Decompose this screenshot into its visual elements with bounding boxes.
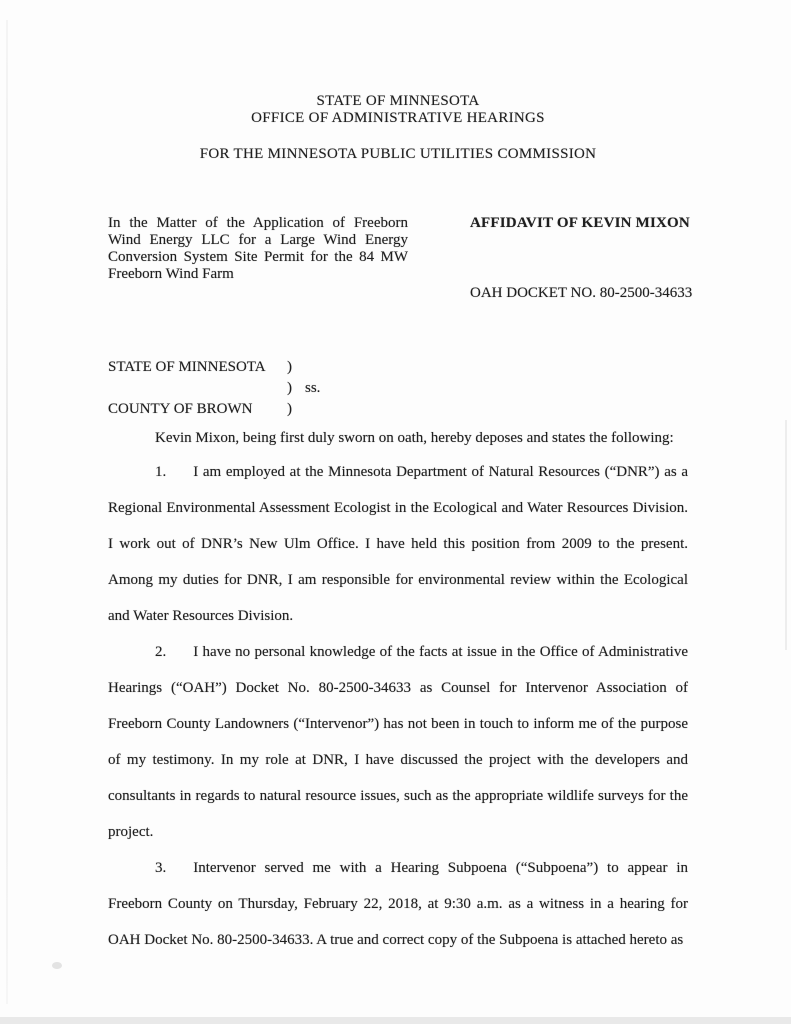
affidavit-body [108,454,688,958]
affidavit-paragraph-3 [108,850,688,958]
docket-number: OAH DOCKET NO. 80-2500-34633 [470,285,693,301]
paragraph-text: I have no personal knowledge of the facts at issue in the Office of Administrative Hearings (“OAH”) Docket No. 80-2500-34633 as Counsel for Intervenor Association of Freeborn County Landowners (“Intervenor”) has not been in touch to inform me of the purpose of my testimony. In my role at DNR, I have discussed the project with the developers and consultants in regards to natural resource issues, such as the appropriate wildlife surveys for the project. [108,644,688,840]
scan-artifact-right-edge [785,420,787,650]
court-header [108,93,688,163]
affidavit-paragraph-1 [108,454,688,634]
scan-artifact-left-edge [6,20,8,1004]
venue-row-county [108,399,688,420]
venue-suffix [305,399,688,420]
venue-paren: ) [287,380,292,396]
venue-ss-label: ss. [305,380,321,396]
affidavit-paragraph-2 [108,634,688,850]
scan-artifact-speck [52,962,62,969]
document-title: AFFIDAVIT OF KEVIN MIXON [470,215,690,231]
venue-paren: ) [287,359,292,375]
paragraph-text: Intervenor served me with a Hearing Subpoena (“Subpoena”) to appear in Freeborn County on Thursday, February 22, 2018, at 9:30 a.m. as a witness in a hearing for OAH Docket No. 80-2500-34633. A true and correct copy of the Subpoena is attached hereto as [108,860,688,948]
caption-right-column [470,215,693,302]
paragraph-number: 2. [155,644,167,660]
paragraph-text: I am employed at the Minnesota Department of Natural Resources (“DNR”) as a Regional Environmental Assessment Ecologist in the Ecological and Water Resources Division. I work out of DNR’s New Ulm Office. I have held this position from 2009 to the present. Among my duties for DNR, I am responsible for environmental review within the Ecological and Water Resources Division. [108,464,688,624]
venue-state-label: STATE OF MINNESOTA [108,359,266,375]
venue-suffix [305,357,688,378]
venue-row-ss [108,378,688,399]
scan-artifact-bottom-edge [0,1017,791,1024]
paragraph-number: 3. [155,860,167,876]
case-caption [108,215,693,302]
venue-paren: ) [287,401,292,417]
paragraph-number: 1. [155,464,167,480]
court-header-office: OFFICE OF ADMINISTRATIVE HEARINGS [251,110,545,126]
venue-blank-label [108,378,287,399]
venue-county-label: COUNTY OF BROWN [108,401,253,417]
matter-description: In the Matter of the Application of Freeborn Wind Energy LLC for a Large Wind Energy Conversion System Site Permit for the 84 MW Freeborn Wind Farm [108,215,408,282]
venue-row-state [108,357,688,378]
court-header-state: STATE OF MINNESOTA [316,93,480,109]
venue-block [108,357,688,420]
oath-statement: Kevin Mixon, being first duly sworn on oath, hereby deposes and states the following: [155,430,674,446]
court-header-commission: FOR THE MINNESOTA PUBLIC UTILITIES COMMISSION [199,146,597,162]
